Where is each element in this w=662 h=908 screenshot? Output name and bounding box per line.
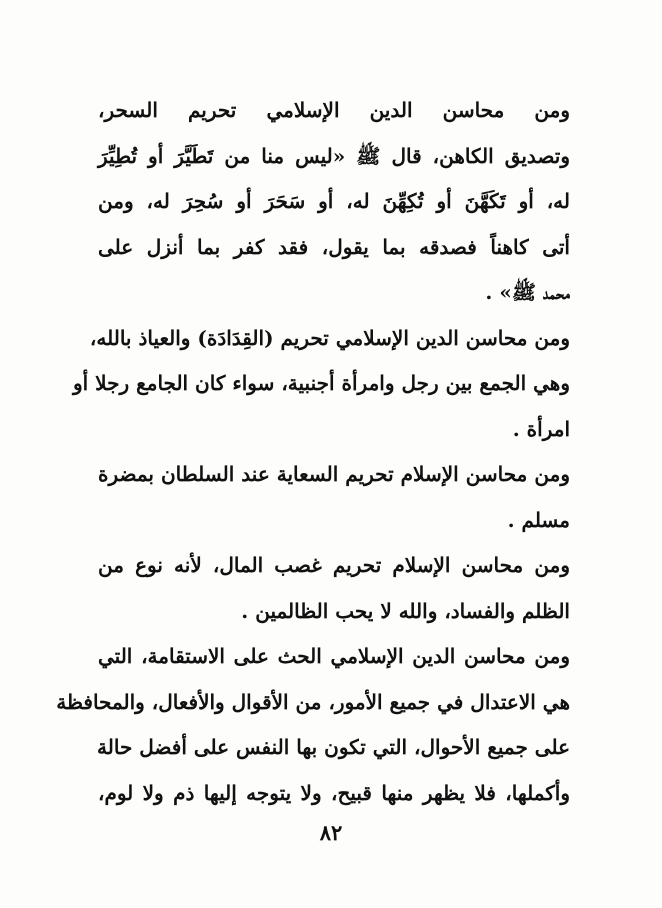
text-line: ومن محاسن الإسلام تحريم غصب المال، لأنه نوع من (98, 553, 570, 577)
paragraph-5 (56, 634, 570, 816)
paragraph-4 (98, 543, 570, 634)
paragraph-2 (72, 316, 570, 453)
text-line: ومن محاسن الدين الإسلامي الحث على الاستقامة، التي (98, 644, 570, 668)
text-line: وهي الجمع بين رجل وامرأة أجنبية، سواء كان الجامع رجلا أو (72, 371, 570, 395)
text-line: على جميع الأحوال، التي تكون بها النفس على أفضل حالة (97, 735, 570, 759)
text-line: الظلم والفساد، والله لا يحب الظالمين . (241, 598, 570, 623)
page-number: ٨٢ (319, 820, 343, 845)
text-line: محمد ﷺ» . (485, 280, 570, 304)
paragraph-3 (98, 452, 570, 543)
text-line: امرأة . (512, 416, 570, 441)
text-line: ومن محاسن الدين الإسلامي تحريم (القِدَادَة) والعياذ بالله، (89, 325, 570, 350)
text-line: ومن محاسن الإسلام تحريم السعاية عند السلطان بمضرة (98, 462, 570, 486)
text-line: أتى كاهناً فصدقه بما يقول، فقد كفر بما أنزل على (98, 234, 570, 259)
text-line: له، أو تَكَهَّنَ أو تُكِهِّنَ له، أو سَحَرَ أو سُحِرَ له، ومن (98, 189, 570, 213)
paragraph-1 (98, 88, 570, 316)
text-line: وأكملها، فلا يظهر منها قبيح، ولا يتوجه إليها ذم ولا لوم، (98, 780, 570, 805)
page-body-text (56, 88, 570, 816)
text-line: هي الاعتدال في جميع الأمور، من الأقوال والأفعال، والمحافظة (56, 689, 570, 714)
text-line: مسلم . (507, 507, 570, 532)
text-line: وتصديق الكاهن، قال ﷺ «ليس منا من تَطَيَّرَ أو تُطِيِّرَ (98, 143, 570, 168)
text-line: ومن محاسن الدين الإسلامي تحريم السحر، (98, 98, 570, 122)
